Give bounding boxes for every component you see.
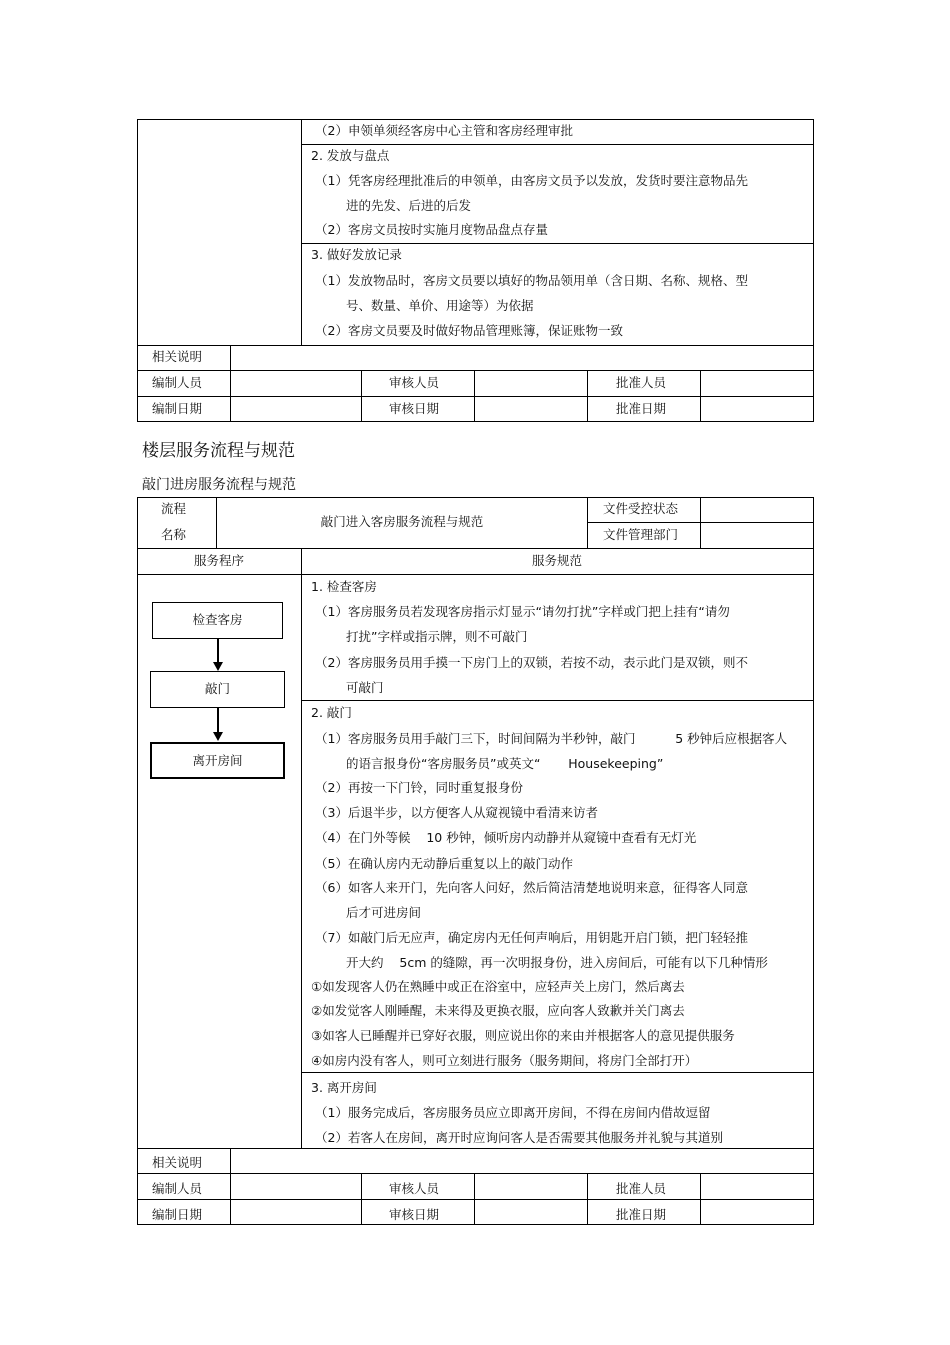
- item-text: （2）客房文员要及时做好物品管理账簿，保证账物一致: [315, 323, 623, 338]
- approver-label: 批准人员: [616, 1181, 667, 1196]
- review-date-label: 审核日期: [389, 401, 440, 416]
- item-text: （5）在确认房内无动静后重复以上的敲门动作: [315, 856, 573, 871]
- arrow-down-icon: [213, 732, 223, 741]
- editor-label: 编制人员: [152, 1181, 203, 1196]
- section-heading: 敲门进房服务流程与规范: [142, 477, 296, 493]
- approve-date-label: 批准日期: [616, 1207, 667, 1222]
- item-text: ②如发觉客人刚睡醒，未来得及更换衣服，应向客人致歉并关门离去: [311, 1003, 685, 1018]
- editor-label: 编制人员: [152, 375, 203, 390]
- item-text: （1）凭客房经理批准后的申领单，由客房文员予以发放，发货时要注意物品先: [315, 173, 748, 188]
- item-text: ④如房内没有客人，则可立刻进行服务（服务期间，将房门全部打开）: [311, 1053, 698, 1068]
- item-text: （2）客房服务员用手摸一下房门上的双锁，若按不动，表示此门是双锁，则不: [315, 655, 748, 670]
- reviewer-label: 审核人员: [389, 1181, 440, 1196]
- item-text: （6）如客人来开门，先向客人问好，然后简洁清楚地说明来意，征得客人同意: [315, 880, 748, 895]
- section-title: 1. 检查客房: [311, 579, 377, 594]
- item-text: 可敲门: [346, 680, 384, 695]
- flow-arrow: [217, 708, 219, 733]
- process-label: 流程: [161, 501, 187, 516]
- col-procedure: 服务程序: [193, 553, 244, 568]
- item-text: （2）若客人在房间，离开时应询问客人是否需要其他服务并礼貌与其道别: [315, 1130, 723, 1145]
- section-title: 3. 做好发放记录: [311, 247, 402, 262]
- item-text: （1）客房服务员若发现客房指示灯显示“请勿打扰”字样或门把上挂有“请勿: [315, 604, 730, 619]
- section-title: 2. 发放与盘点: [311, 148, 390, 163]
- review-date-label: 审核日期: [389, 1207, 440, 1222]
- item-text: （2）申领单须经客房中心主管和客房经理审批: [315, 123, 573, 138]
- flow-step-leave-room: 离开房间: [150, 742, 285, 779]
- edit-date-label: 编制日期: [152, 1207, 203, 1222]
- item-text: ①如发现客人仍在熟睡中或正在浴室中，应轻声关上房门，然后离去: [311, 979, 685, 994]
- item-text: （2）客房文员按时实施月度物品盘点存量: [315, 222, 548, 237]
- item-text: 号、数量、单价、用途等）为依据: [346, 298, 534, 313]
- item-text: 后才可进房间: [346, 905, 422, 920]
- flow-step-check-room: 检查客房: [152, 602, 283, 639]
- item-text: 开大约 5cm 的缝隙，再一次明报身份，进入房间后，可能有以下几种情形: [346, 955, 768, 970]
- process-label: 名称: [161, 527, 187, 542]
- item-text: （4）在门外等候 10 秒钟，倾听房内动静并从窥镜中查看有无灯光: [315, 830, 697, 845]
- doc-dept-label: 文件管理部门: [603, 527, 679, 542]
- item-text: 的语言报身份“客房服务员”或英文“ Housekeeping”: [346, 756, 664, 771]
- item-text: ③如客人已睡醒并已穿好衣服，则应说出你的来由并根据客人的意见提供服务: [311, 1028, 735, 1043]
- related-label: 相关说明: [152, 349, 203, 364]
- related-label: 相关说明: [152, 1155, 203, 1170]
- approver-label: 批准人员: [616, 375, 667, 390]
- flow-step-knock: 敲门: [150, 671, 285, 708]
- approve-date-label: 批准日期: [616, 401, 667, 416]
- item-text: （1）发放物品时，客房文员要以填好的物品领用单（含日期、名称、规格、型: [315, 273, 748, 288]
- item-text: （2）再按一下门铃，同时重复报身份: [315, 780, 523, 795]
- page-heading: 楼层服务流程与规范: [142, 441, 295, 461]
- process-name: 敲门进入客房服务流程与规范: [320, 514, 484, 529]
- edit-date-label: 编制日期: [152, 401, 203, 416]
- col-standard: 服务规范: [531, 553, 582, 568]
- section-title: 3. 离开房间: [311, 1080, 377, 1095]
- item-text: （3）后退半步，以方便客人从窥视镜中看清来访者: [315, 805, 598, 820]
- item-text: （7）如敲门后无应声，确定房内无任何声响后，用钥匙开启门锁，把门轻轻推: [315, 930, 748, 945]
- reviewer-label: 审核人员: [389, 375, 440, 390]
- section-title: 2. 敲门: [311, 705, 352, 720]
- doc-status-label: 文件受控状态: [603, 501, 679, 516]
- item-text: （1）服务完成后，客房服务员应立即离开房间，不得在房间内借故逗留: [315, 1105, 711, 1120]
- item-text: 进的先发、后进的后发: [346, 198, 472, 213]
- arrow-down-icon: [213, 662, 223, 671]
- flow-arrow: [217, 639, 219, 663]
- item-text: （1）客房服务员用手敲门三下，时间间隔为半秒钟，敲门 5 秒钟后应根据客人: [315, 731, 788, 746]
- item-text: 打扰”字样或指示牌，则不可敲门: [346, 629, 528, 644]
